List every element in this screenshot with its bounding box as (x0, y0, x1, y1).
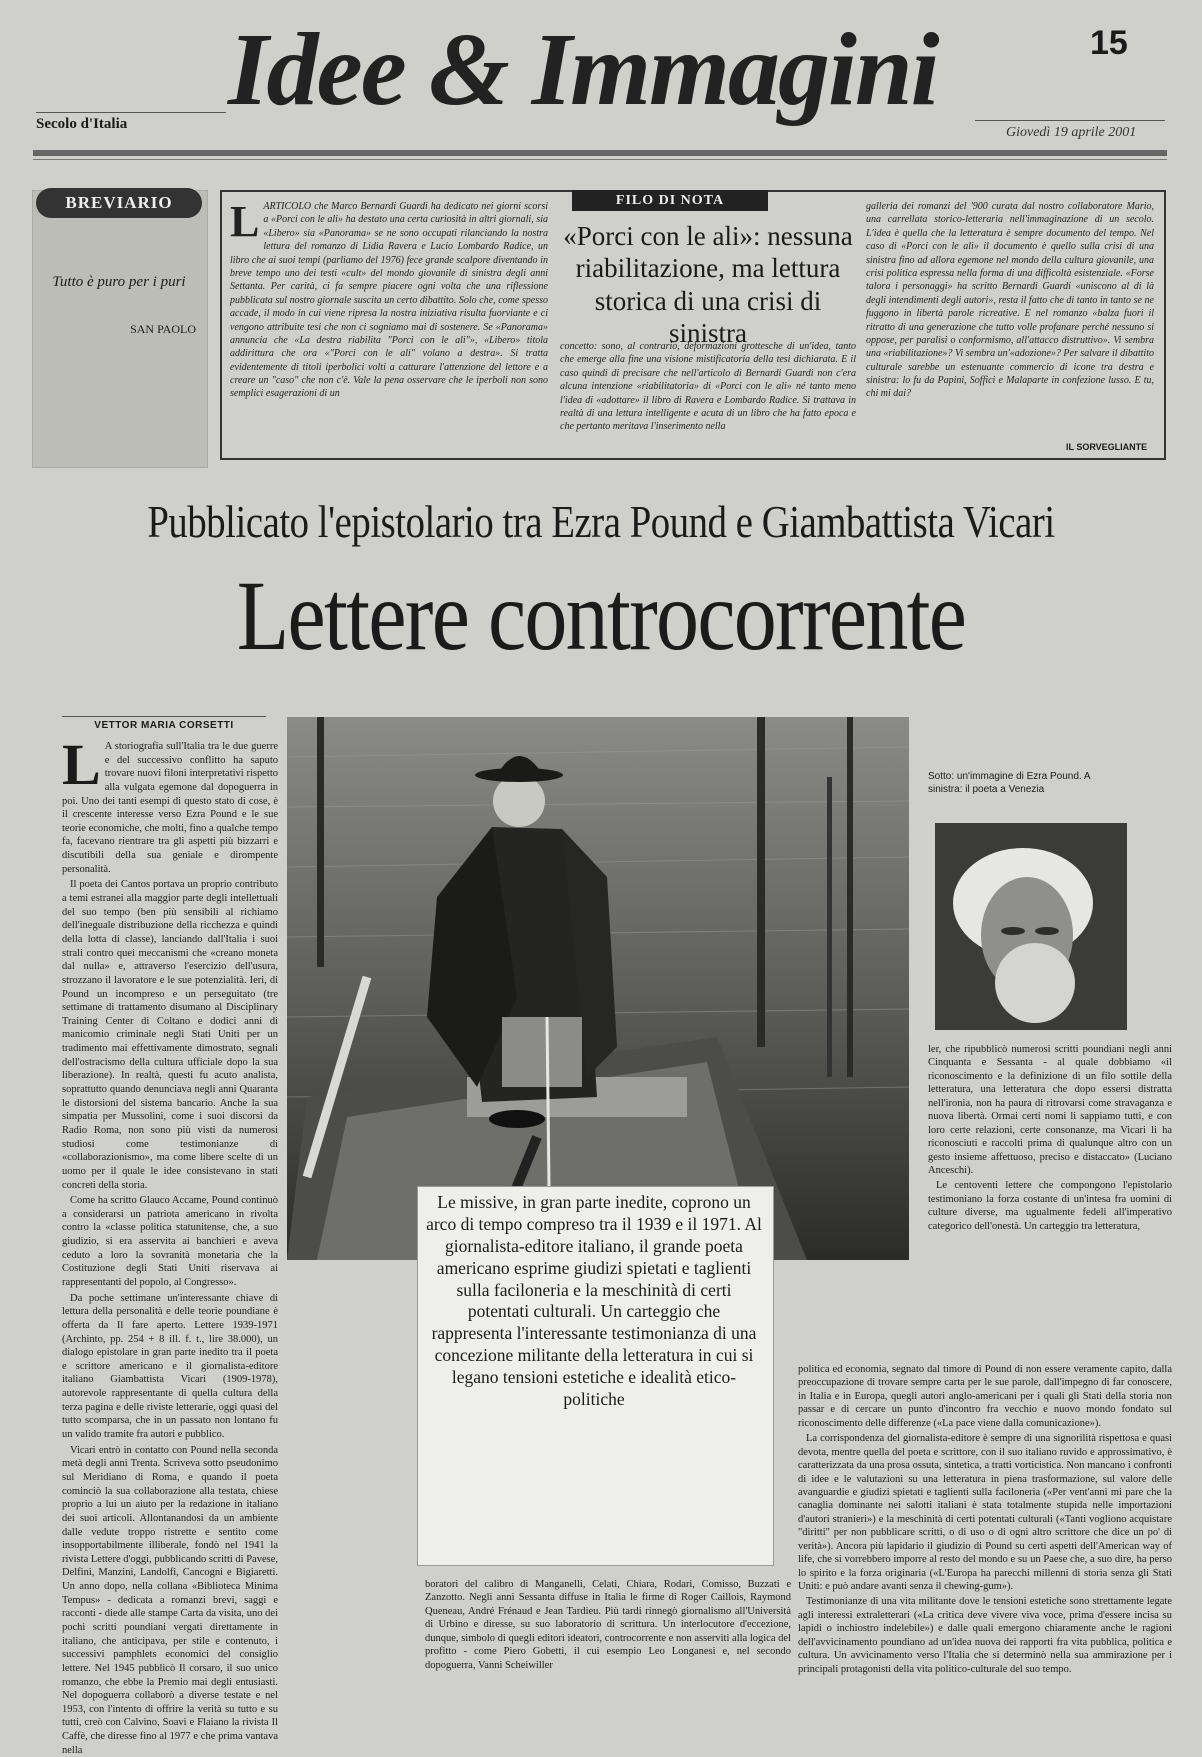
divider (36, 112, 226, 113)
breviario-label: BREVIARIO (36, 188, 202, 218)
article-column-right (928, 1043, 1172, 1363)
paragraph: La corrispondenza del giornalista-editore è sempre di una signorilità rispettosa e quasi devota, mentre quella del poeta e scrittore, con il suo italiano ruvido e approssimativo, è caratterizzata da una prosa ossuta, sintetica, a tratti vorticistica. Non mancano i confronti di idee e le valutazioni su una letteratura in piena trasformazione, sul valore delle avanguardie e giudizi spietati e taglienti sulla faciloneria («Per vent'anni mi pare che la canaglia dominante nei salotti italiani è stata totalmente stupida nelle importazioni d'autori stranieri») e la meschinità di certi potentati culturali («Tanti vogliono acquistare "diritti" per non pubblicare scritti, o di uso o di ogni altro scrittore che dice un po' di verità»). Ancora più lapidario il giudizio di Pound su certi aspetti dell'American way of life, che si vorrebbero imporre al resto del mondo e su un Paese che, a suo dire, ha perso lo spirito e la forza originaria («L'Europa ha parecchi millenni di storia senza gli Stati Uniti: e può andare avanti senza il chewing-gum»). (798, 1433, 1172, 1592)
filo-column-2: concetto: sono, al contrario, deformazioni grottesche di un'idea, tanto che emerge alla fine una visione mistificatoria della tesi dichiarata. E il caso quindi di precisare che nell'articolo di Bernardi Guardi non c'era alcuna intenzione «riabilitatoria» di «Porci con le ali» né tanto meno l'idea di «adottare» il libro di Ravera e Lombardo Radice. Si trattava in realtà di una lettura intelligente e acuta di un libro che ha fatto epoca e che pertanto meritava l'inserimento nella (560, 341, 856, 433)
paragraph: Come ha scritto Glauco Accame, Pound continuò a considerarsi un patriota americano in rivolta contro la «classe politica statunitense, che, a suo giudizio, si era asservita ai banchieri e aveva ceduto a loro la sovranità monetaria che la Costituzione degli Stati Uniti riservava ai rappresentanti del popolo, al Congresso». (62, 1195, 278, 1288)
filo-headline: «Porci con le ali»: nessuna riabilitazione, ma lettura storica di una crisi di sinistra (563, 221, 853, 349)
paragraph: Vicari entrò in contatto con Pound nella seconda metà degli anni Trenta. Scriveva sotto pseudonimo sul Meridiano di Roma, e quando il poeta cominciò la sua collaborazione alla testata, chiese proprio a lui un aiuto per la redazione in italiano dei suoi articoli. Allontanandosi da un ambiente dalle vedute troppo ristrette e sentito come insopportabilmente illiberale, fondò nel 1941 la rivista Lettere d'oggi, pubblicando scritti di Pavese, Delfini, Manzini, Landolfi, Cancogni e Bigiaretti. Un anno dopo, nella collana «Biblioteca Minima Tempus» - dedicata a romanzi brevi, saggi e racconti - diede alle stampe Carta da visita, uno dei pochi scritti poundiani vergati direttamente in italiano, che anticipava, per stile e contenuto, i successivi pamphlets economici del consiglio lettere. Nel 1945 pubblicò Il corsaro, il suo unico romanzo, che ebbe la Premio mai degli entusiasti. Nel dopoguerra collaborò a diverse testate e nel 1953, con l'intento di offrire la verità su tutto e su tutti, creò con Calvino, Soavi e Flaiano la rivista Il Caffè, che diresse fino al 1977 e che prima vantava nella (62, 1444, 278, 1756)
article-column-center: boratori del calibro di Manganelli, Celati, Chiara, Rodari, Comisso, Buzzati e Zanzotto. Negli anni Sessanta diffuse in Italia le firme di Roger Caillois, Raymond Queneau, André Frénaud e Jean Tardieu. Più tardi rinnegò giornalismo all'Università di Urbino e diresse, su suo laboratorio di scrittura. Un interlocutore d'eccezione, dunque, simbolo di quegli editori ideatori, controcorrente e non asserviti alla logica del profitto - come Piero Gobetti, il cui esempio Leo Longanesi e, nel secondo dopoguerra, Vanni Scheiwiller (425, 1579, 791, 1671)
filo-column-3: galleria dei romanzi del '900 curata dal nostro collaboratore Mario, una carrellata storico-letteraria nell'immaginazione di un secolo. L'idea è quella che la letteratura è sempre documento del tempo. Nel caso di «Porci con le ali» il documento è quello sulla crisi di una sinistra fino ad allora egemone nel mondo della cultura giovanile, una crisi politica espressa nella forma di una difficoltà esistenziale. «Forse talora i personaggi» ha scritto Bernardi Guardi «uniscono al di là degli intendimenti degli autori», resta il fatto che di tanto in tanto se ne fuggono in libertà parole ricreative. E nel romanzo «balza fuori il ritratto di una generazione che tutto volle profanare perché nessuno si oppose, per paralisi o conformismo, all'attacco distruttivo». Vi sembra una «riabilitazione»? Vi sembra un'«adozione»? Per salvare il dibattito culturale sarebbe un estenuante commercio di icone tra destra e sinistra: lo fu da Papini, Soffici e Malaparte in confezione lusso. E tu, chi mi dai? (866, 201, 1154, 400)
breviario-quote: Tutto è puro per i puri (52, 274, 186, 290)
paragraph: politica ed economia, segnato dal timore di Pound di non essere veramente capito, dalla preoccupazione di trovare sempre carta per le sue parole, dall'impegno di far conoscere, in Italia e in Europa, quegli autori anglo-americani per i quali gli Stati della storia non passar e di cercare un punto d'incontro fra vecchio e nuovo mondo fondato sul riconoscimento delle differenze («La pace viene dalla comunicazione»). (798, 1364, 1172, 1429)
photo-caption: Sotto: un'immagine di Ezra Pound. A sinistra: il poeta a Venezia (928, 771, 1091, 795)
byline: VETTOR MARIA CORSETTI (62, 716, 266, 731)
photo-pound-venice (287, 717, 909, 1260)
article-column-right-bottom (798, 1363, 1172, 1743)
kicker: Pubblicato l'epistolario tra Ezra Pound e Giambattista Vicari (147, 497, 1055, 547)
header-rule-thin (33, 159, 1167, 160)
signature: IL SORVEGLIANTE (1066, 442, 1148, 452)
article-column-left (62, 732, 278, 1756)
newspaper-name: Secolo d'Italia (36, 116, 128, 132)
page-number: 15 (1090, 24, 1128, 62)
breviario-author: SAN PAOLO (130, 322, 196, 336)
paragraph: A storiografia sull'Italia tra le due guerre e del successivo conflitto ha saputo trovare nuovi filoni interpretativi rispetto alla vulgata egemone dal dopoguerra in poi. Uno dei tanti esempi di questo stato di cose, è il crescente interesse verso Ezra Pound e le sue teorie economiche, che molti, fino a qualche tempo fa, facevano rientrare tra gli aspetti più bizzarri e discutibili della sua geniale e dirompente personalità. (62, 741, 278, 875)
paragraph: Testimonianze di una vita militante dove le tensioni estetiche sono strettamente legate agli interessi extraletterari («La critica deve vivere viva voce, prima d'essere incisa su lapidi o inchiostro indelebile») e dalle quali emergono chiaramente anche le ragioni dell'avvicinamento poundiano ad un'idea nuova dei rapporti fra vita pubblica, politica e cultura. Un avvicinamento verso l'Italia che si determinò nella sua ammirazione per i principali protagonisti della vita politico-culturale del suo tempo. (798, 1596, 1172, 1675)
dropcap: L (62, 732, 101, 797)
paragraph: ler, che ripubblicò numerosi scritti poundiani negli anni Cinquanta e Sessanta - al quale dobbiamo «il riconoscimento e la definizione di un filo sottile della letteratura, una letteratura che dopo essersi distratta nell'ironia, non ha paura di ritrovarsi come stravaganza e nuova libertà. Ormai certi nomi li sappiamo tutti, e con loro certe relazioni, certe consonanze, ma Vicari li ha riconosciuti e raccolti prima di qualunque altro con un gesto insieme affettuoso, preciso e distaccato» (Luciano Anceschi). (928, 1044, 1172, 1176)
paragraph: Da poche settimane un'interessante chiave di lettura della personalità e delle teorie poundiane è offerta da Il fare aperto. Lettere 1939-1971 (Archinto, pp. 254 + 8 ill. f. t., lire 38.000), un dialogo epistolare in gran parte inedito tra il poeta e scrittore americano e il giornalista-editore italiano Giambattista Vicari (1909-1978), autorevole rappresentante di quella cultura della terza pagina e delle riviste letterarie, oggi quasi del tutto scomparsa, che in un passato non lontano fu un valido tramite fra autori e pubblico. (62, 1292, 278, 1441)
filo-column-1: LARTICOLO che Marco Bernardi Guardi ha dedicato nei giorni scorsi a «Porci con le ali» ha destato una certa curiosità in altri giornali, sia «Libero» sia «Panorama» se ne sono occupati rilanciando la nostra lettura del romanzo di Lidia Ravera e Lucio Lombardo Radice, un libro che ai suoi tempi (parliamo del 1976) fece grande scalpore diventando in breve tempo uno dei testi «cult» del mondo giovanile di sinistra degli anni Settanta. Per carità, ci fa sempre piacere ogni volta che una riflessione pubblicata sul nostro giornale suscita un certo dibattito. Solo che, come spesso accade, il modo in cui viene ripresa la nostra iniziativa risulta fuorviante e ci vengono attribuite tesi che non ci sogniamo mai di sostenere. Se «Panorama» annuncia che «La destra riabilita "Porci con le ali"», «Libero» titola addirittura che ora «"Porci con le ali" volano a destra». Si tratta evidentemente di titoli iperbolici volti a catturare l'attenzione del lettore e a creare un "caso" che non c'è. Vale la pena osservare che le iperboli non sono semplici esagerazioni di un (230, 197, 548, 400)
paragraph: Il poeta dei Cantos portava un proprio contributo a temi estranei alla maggior parte degli intellettuali del suo tempo (ben più sensibili al richiamo dell'ineguale distribuzione della ricchezza e quindi della lotta di classe), lanciando dall'Italia i suoi strali contro quei meccanismi che «creano moneta dal nulla» e, attraverso l'esercizio dell'usura, strozzano il lavoratore e le sue potenzialità. Ieri, di Pound un incompreso e un perseguitato (tre settimane di trattamento disumano al Disciplinary Training Center di Coltano e dodici anni di manicomio criminale negli Stati Uniti per un tradimento mai effettivamente dimostrato, segnali dell'ostracismo della cultura ufficiale dopo la sua liberazione). In realtà, questi fu acuto analista, soprattutto quando denunciava negli anni Quaranta le distorsioni del sistema bancario. Anche la sua simpatia per Mussolini, come i suoi discorsi da Radio Roma, non sono più visti da numerosi studiosi come testimonianze di «collaborazionismo», ma come libere scelte di un uomo per il quale le idee consistevano in stati concreti della storia. (62, 879, 278, 1191)
pullquote-text: Le missive, in gran parte inedite, coprono un arco di tempo compreso tra il 1939 e il 1971. Al giornalista-editore italiano, il grande poeta americano esprime giudizi spietati e taglienti sulla faciloneria e la meschinità di certi potentati culturali. Un carteggio che rappresenta l'interessante testimonianza di una concezione militante della letteratura in cui si legano tensioni estetiche e idealità etico-politiche (426, 1192, 762, 1409)
divider (975, 120, 1165, 121)
main-title: Lettere controcorrente (236, 560, 966, 671)
dropcap: L (230, 197, 260, 246)
filo-di-nota-label: FILO DI NOTA (572, 190, 768, 211)
photo-pound-portrait (935, 823, 1127, 1030)
header-rule (33, 150, 1167, 156)
issue-date: Giovedì 19 aprile 2001 (1006, 125, 1137, 140)
paragraph: Le centoventi lettere che compongono l'epistolario testimoniano la forza costante di un'intesa fra uomini di culture diverse, ma ugualmente fedeli all'imperativo categorico dell'onestà. Un carteggio tra letteratura, (928, 1180, 1172, 1232)
section-title: Idee & Immagini (228, 12, 938, 127)
